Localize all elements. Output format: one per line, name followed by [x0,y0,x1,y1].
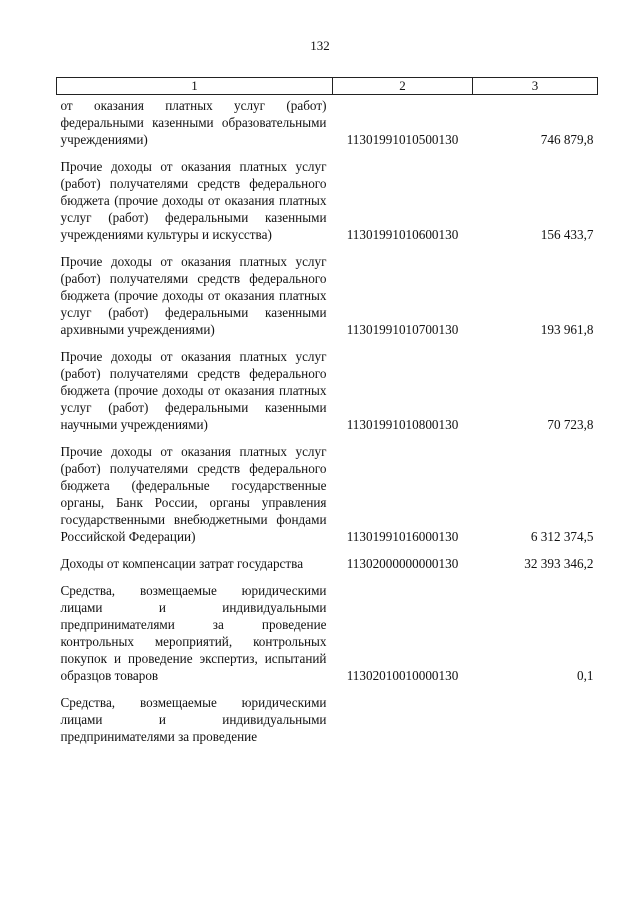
table-row [57,686,598,747]
revenue-name: от оказания платных услуг (работ) федеральными казенными образовательными учреждениями) [60,98,327,147]
budget-code: 11301991010600130 [346,227,459,242]
table-header [57,78,598,95]
table-row [57,435,598,547]
budget-code: 11301991010800130 [346,417,459,432]
table-body [57,95,598,748]
header-col-3: 3 [473,78,598,95]
amount: 0,1 [577,668,594,683]
amount [473,686,598,747]
table-row [57,574,598,686]
revenue-table [56,77,598,747]
revenue-name: Прочие доходы от оказания платных услуг (работ) получателями средств федерального бюджета (прочие доходы от оказания платных услуг (работ) федеральными казенными архивными учреждениями) [60,254,327,337]
header-row [57,78,598,95]
table-row [57,150,598,245]
amount: 156 433,7 [540,227,594,242]
table-row [57,95,598,151]
budget-code [333,686,473,747]
revenue-name: Прочие доходы от оказания платных услуг (работ) получателями средств федерального бюджета (прочие доходы от оказания платных услуг (работ) федеральными казенными научными учреждениями) [60,349,327,432]
amount: 32 393 346,2 [524,556,594,571]
amount: 70 723,8 [547,417,594,432]
revenue-name: Средства, возмещаемые юридическими лицами и индивидуальными предпринимателями за проведение [60,695,327,744]
header-col-1: 1 [57,78,333,95]
amount: 746 879,8 [540,132,594,147]
revenue-name: Средства, возмещаемые юридическими лицами и индивидуальными предпринимателями за проведение контрольных мероприятий, контрольных покупок и проведение экспертиз, испытаний образцов товаров [60,583,327,683]
amount: 6 312 374,5 [530,529,594,544]
header-col-2: 2 [333,78,473,95]
budget-code: 11302010010000130 [346,668,459,683]
budget-code: 11301991016000130 [346,529,459,544]
amount: 193 961,8 [540,322,594,337]
table-row [57,547,598,574]
revenue-name: Прочие доходы от оказания платных услуг (работ) получателями средств федерального бюджета (прочие доходы от оказания платных услуг (работ) федеральными казенными учреждениями культуры и искусства) [60,159,327,242]
table-row [57,245,598,340]
budget-code: 11302000000000130 [346,556,459,571]
revenue-name: Доходы от компенсации затрат государства [60,556,304,571]
table-row [57,340,598,435]
revenue-name: Прочие доходы от оказания платных услуг (работ) получателями средств федерального бюджета (федеральные государственные органы, Банк России, органы управления государственными внебюджетными фондами Российской Федерации) [60,444,327,544]
budget-code: 11301991010700130 [346,322,459,337]
budget-code: 11301991010500130 [346,132,459,147]
page-number: 132 [310,38,330,53]
